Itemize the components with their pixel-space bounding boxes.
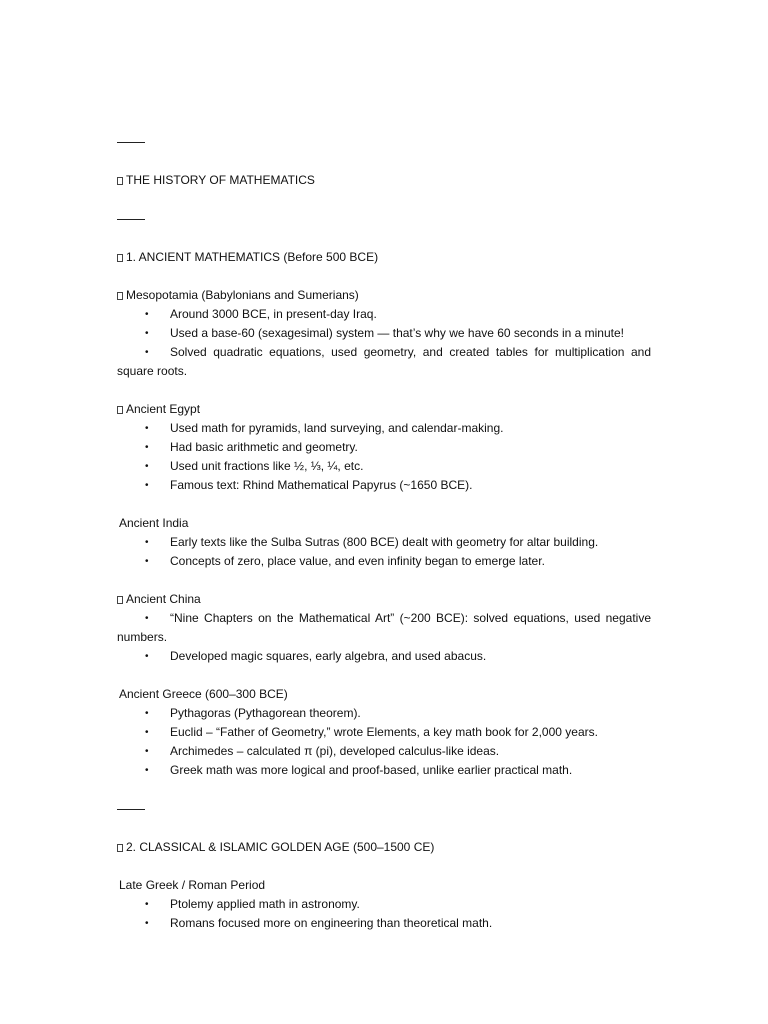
bullet-icon: •	[145, 328, 149, 339]
document-body	[117, 132, 651, 933]
subsection-heading: Ancient Greece (600–300 BCE)	[119, 687, 288, 701]
subsection-heading: Ancient India	[119, 516, 189, 530]
bullet-icon: •	[145, 727, 149, 738]
bullet-icon: •	[145, 899, 149, 910]
list-item: • Greek math was more logical and proof-based, unlike earlier practical math.	[117, 761, 651, 780]
section-heading: 1. ANCIENT MATHEMATICS (Before 500 BCE)	[117, 248, 651, 267]
list-item: • Used math for pyramids, land surveying, and calendar-making.	[117, 419, 651, 438]
bullet-icon: •	[145, 347, 149, 358]
missing-glyph-icon	[117, 254, 123, 262]
missing-glyph-icon	[117, 596, 123, 604]
bullet-icon: •	[145, 746, 149, 757]
list-item: • Developed magic squares, early algebra, and used abacus.	[117, 647, 651, 666]
missing-glyph-icon	[117, 292, 123, 300]
bullet-icon: •	[145, 442, 149, 453]
bullet-icon: •	[145, 651, 149, 662]
bullet-icon: •	[145, 918, 149, 929]
list-item: • “Nine Chapters on the Mathematical Art” (~200 BCE): solved equations, used negative numbers.	[117, 611, 651, 644]
bullet-icon: •	[145, 708, 149, 719]
subsection-heading: Ancient Egypt	[117, 400, 651, 419]
horizontal-rule	[117, 809, 145, 819]
missing-glyph-icon	[117, 406, 123, 414]
bullet-icon: •	[145, 480, 149, 491]
list-item: • Used a base-60 (sexagesimal) system — that’s why we have 60 seconds in a minute!	[117, 324, 651, 343]
list-item: • Early texts like the Sulba Sutras (800 BCE) dealt with geometry for altar building.	[117, 533, 651, 552]
bullet-icon: •	[145, 613, 149, 624]
list-item: • Solved quadratic equations, used geometry, and created tables for multiplication and square roots.	[117, 345, 651, 378]
list-item: • Around 3000 BCE, in present-day Iraq.	[117, 305, 651, 324]
bullet-icon: •	[145, 461, 149, 472]
list-item: • Archimedes – calculated π (pi), developed calculus-like ideas.	[117, 742, 651, 761]
missing-glyph-icon	[117, 177, 123, 185]
missing-glyph-icon	[117, 844, 123, 852]
list-item: • Used unit fractions like ½, ⅓, ¼, etc.	[117, 457, 651, 476]
bullet-icon: •	[145, 537, 149, 548]
subsection-heading: Late Greek / Roman Period	[119, 878, 266, 892]
subsection-heading: Mesopotamia (Babylonians and Sumerians)	[117, 286, 651, 305]
list-item: • Had basic arithmetic and geometry.	[117, 438, 651, 457]
list-item: • Pythagoras (Pythagorean theorem).	[117, 704, 651, 723]
list-item: • Euclid – “Father of Geometry,” wrote Elements, a key math book for 2,000 years.	[117, 723, 651, 742]
bullet-icon: •	[145, 309, 149, 320]
list-item: • Concepts of zero, place value, and even infinity began to emerge later.	[117, 552, 651, 571]
bullet-icon: •	[145, 423, 149, 434]
subsection-heading: Ancient China	[117, 590, 651, 609]
document-title: THE HISTORY OF MATHEMATICS	[117, 171, 651, 190]
list-item: • Famous text: Rhind Mathematical Papyrus (~1650 BCE).	[117, 476, 651, 495]
list-item: • Romans focused more on engineering than theoretical math.	[117, 914, 651, 933]
section-heading: 2. CLASSICAL & ISLAMIC GOLDEN AGE (500–1500 CE)	[117, 838, 651, 857]
bullet-icon: •	[145, 765, 149, 776]
horizontal-rule	[117, 142, 145, 152]
list-item: • Ptolemy applied math in astronomy.	[117, 895, 651, 914]
bullet-icon: •	[145, 556, 149, 567]
horizontal-rule	[117, 219, 145, 229]
